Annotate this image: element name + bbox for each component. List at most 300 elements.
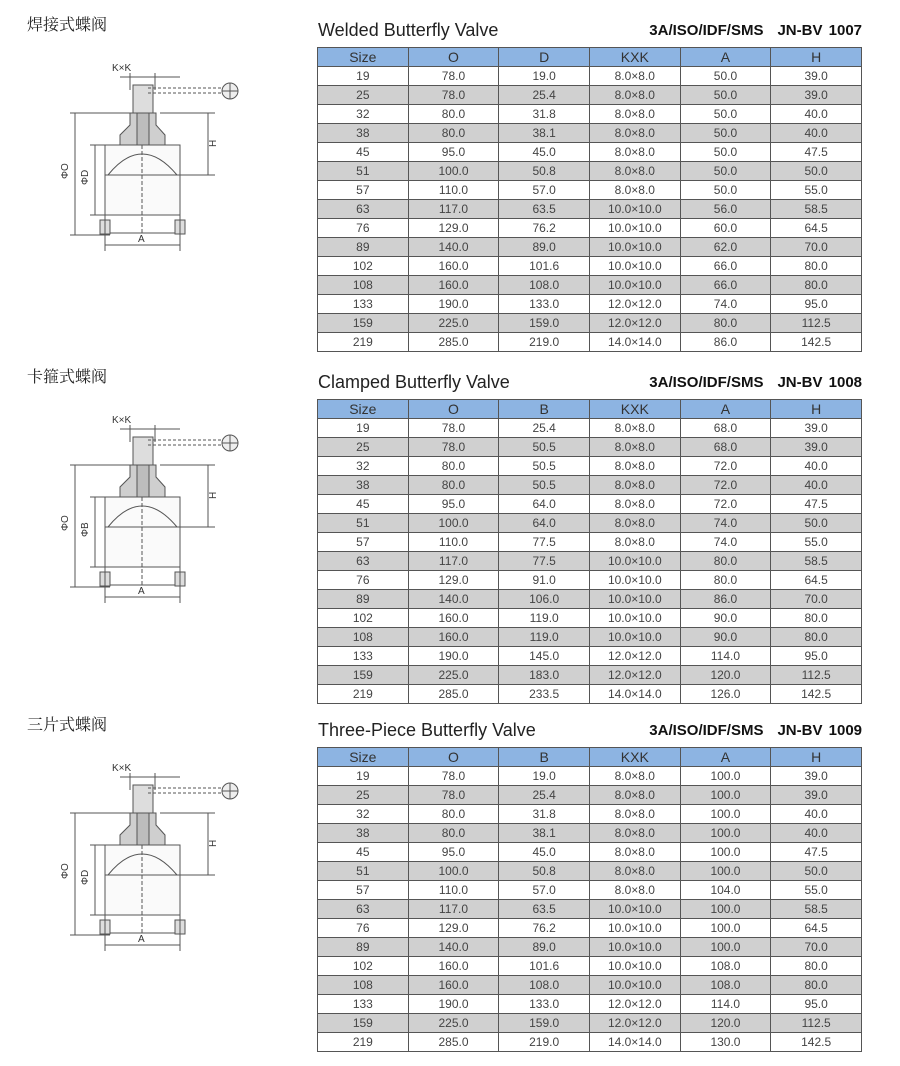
model-number: JN-BV 1007 xyxy=(777,22,862,39)
standards-label: 3A/ISO/IDF/SMS xyxy=(649,22,764,39)
table-cell: 133 xyxy=(318,647,409,666)
table-body xyxy=(318,419,862,704)
table-cell: 8.0×8.0 xyxy=(589,143,680,162)
table-cell: 80.0 xyxy=(771,957,862,976)
butterfly-valve-drawing-icon xyxy=(30,755,260,955)
spec-table xyxy=(317,747,862,1052)
table-cell: 112.5 xyxy=(771,666,862,685)
table-cell: 8.0×8.0 xyxy=(589,86,680,105)
table-cell: 57 xyxy=(318,533,409,552)
table-cell: 57 xyxy=(318,881,409,900)
valve-diagram xyxy=(30,755,260,960)
column-header: KXK xyxy=(589,400,680,419)
table-cell: 63.5 xyxy=(499,900,590,919)
table-row xyxy=(318,647,862,666)
table-cell: 80.0 xyxy=(408,824,499,843)
table-cell: 102 xyxy=(318,957,409,976)
table-cell: 50.0 xyxy=(771,514,862,533)
spec-table xyxy=(317,399,862,704)
table-cell: 160.0 xyxy=(408,609,499,628)
table-cell: 190.0 xyxy=(408,295,499,314)
table-cell: 102 xyxy=(318,609,409,628)
table-cell: 160.0 xyxy=(408,257,499,276)
table-cell: 50.0 xyxy=(680,105,771,124)
column-header: Size xyxy=(318,48,409,67)
column-header: H xyxy=(771,48,862,67)
table-cell: 108.0 xyxy=(680,976,771,995)
table-cell: 140.0 xyxy=(408,590,499,609)
table-row xyxy=(318,805,862,824)
table-cell: 32 xyxy=(318,457,409,476)
table-cell: 117.0 xyxy=(408,900,499,919)
table-cell: 101.6 xyxy=(499,257,590,276)
table-row xyxy=(318,438,862,457)
table-row xyxy=(318,824,862,843)
table-row xyxy=(318,552,862,571)
column-header: H xyxy=(771,748,862,767)
table-cell: 50.8 xyxy=(499,862,590,881)
table-cell: 142.5 xyxy=(771,1033,862,1052)
d-label: ΦD xyxy=(80,169,91,185)
table-cell: 50.0 xyxy=(680,181,771,200)
table-cell: 40.0 xyxy=(771,124,862,143)
table-cell: 19 xyxy=(318,67,409,86)
table-cell: 38 xyxy=(318,476,409,495)
table-cell: 145.0 xyxy=(499,647,590,666)
table-cell: 90.0 xyxy=(680,609,771,628)
table-header-row xyxy=(318,48,862,67)
d-label: ΦB xyxy=(80,522,91,537)
table-cell: 64.5 xyxy=(771,919,862,938)
o-label: ΦO xyxy=(60,163,71,179)
table-cell: 25 xyxy=(318,438,409,457)
table-cell: 55.0 xyxy=(771,881,862,900)
table-cell: 8.0×8.0 xyxy=(589,457,680,476)
table-cell: 63.5 xyxy=(499,200,590,219)
table-row xyxy=(318,219,862,238)
table-cell: 40.0 xyxy=(771,457,862,476)
table-cell: 70.0 xyxy=(771,590,862,609)
table-cell: 78.0 xyxy=(408,786,499,805)
table-cell: 183.0 xyxy=(499,666,590,685)
table-cell: 31.8 xyxy=(499,805,590,824)
table-cell: 72.0 xyxy=(680,495,771,514)
table-cell: 12.0×12.0 xyxy=(589,647,680,666)
table-row xyxy=(318,862,862,881)
table-cell: 8.0×8.0 xyxy=(589,862,680,881)
table-cell: 114.0 xyxy=(680,995,771,1014)
table-cell: 50.0 xyxy=(680,86,771,105)
table-cell: 159 xyxy=(318,1014,409,1033)
a-label: A xyxy=(138,586,145,597)
table-row xyxy=(318,419,862,438)
table-cell: 70.0 xyxy=(771,238,862,257)
table-cell: 63 xyxy=(318,552,409,571)
table-cell: 38.1 xyxy=(499,824,590,843)
table-cell: 129.0 xyxy=(408,919,499,938)
table-cell: 64.5 xyxy=(771,571,862,590)
table-row xyxy=(318,495,862,514)
o-label: ΦO xyxy=(60,863,71,879)
table-cell: 12.0×12.0 xyxy=(589,314,680,333)
table-cell: 50.0 xyxy=(680,67,771,86)
table-cell: 47.5 xyxy=(771,495,862,514)
table-cell: 120.0 xyxy=(680,666,771,685)
table-cell: 55.0 xyxy=(771,181,862,200)
table-cell: 50.0 xyxy=(680,124,771,143)
a-label: A xyxy=(138,934,145,945)
table-cell: 10.0×10.0 xyxy=(589,957,680,976)
table-cell: 74.0 xyxy=(680,514,771,533)
chinese-title: 焊接式蝶阀 xyxy=(27,15,108,34)
table-cell: 225.0 xyxy=(408,1014,499,1033)
table-cell: 19.0 xyxy=(499,767,590,786)
table-cell: 10.0×10.0 xyxy=(589,219,680,238)
table-cell: 51 xyxy=(318,162,409,181)
table-cell: 133.0 xyxy=(499,295,590,314)
table-cell: 100.0 xyxy=(680,805,771,824)
table-row xyxy=(318,1033,862,1052)
table-cell: 95.0 xyxy=(771,295,862,314)
table-cell: 60.0 xyxy=(680,219,771,238)
table-cell: 10.0×10.0 xyxy=(589,938,680,957)
table-row xyxy=(318,333,862,352)
table-cell: 140.0 xyxy=(408,938,499,957)
table-cell: 219 xyxy=(318,333,409,352)
table-cell: 159.0 xyxy=(499,1014,590,1033)
table-cell: 58.5 xyxy=(771,200,862,219)
table-cell: 129.0 xyxy=(408,571,499,590)
table-row xyxy=(318,919,862,938)
table-cell: 56.0 xyxy=(680,200,771,219)
table-cell: 133 xyxy=(318,995,409,1014)
column-header: Size xyxy=(318,748,409,767)
table-cell: 95.0 xyxy=(408,843,499,862)
table-cell: 285.0 xyxy=(408,685,499,704)
table-cell: 80.0 xyxy=(680,552,771,571)
table-row xyxy=(318,67,862,86)
table-cell: 78.0 xyxy=(408,67,499,86)
table-cell: 8.0×8.0 xyxy=(589,438,680,457)
table-cell: 108.0 xyxy=(499,976,590,995)
table-cell: 78.0 xyxy=(408,767,499,786)
table-cell: 8.0×8.0 xyxy=(589,767,680,786)
table-row xyxy=(318,314,862,333)
table-cell: 89.0 xyxy=(499,238,590,257)
table-cell: 10.0×10.0 xyxy=(589,976,680,995)
table-cell: 100.0 xyxy=(680,900,771,919)
table-row xyxy=(318,276,862,295)
column-header: D xyxy=(499,48,590,67)
table-cell: 78.0 xyxy=(408,86,499,105)
table-row xyxy=(318,124,862,143)
standards-model xyxy=(649,374,862,391)
chinese-title: 卡箍式蝶阀 xyxy=(27,367,108,386)
table-cell: 8.0×8.0 xyxy=(589,181,680,200)
table-cell: 100.0 xyxy=(680,862,771,881)
table-cell: 39.0 xyxy=(771,786,862,805)
h-label: H xyxy=(208,491,219,499)
table-cell: 126.0 xyxy=(680,685,771,704)
table-row xyxy=(318,976,862,995)
table-cell: 38 xyxy=(318,124,409,143)
table-row xyxy=(318,881,862,900)
column-header: KXK xyxy=(589,48,680,67)
a-label: A xyxy=(138,234,145,245)
table-cell: 39.0 xyxy=(771,86,862,105)
table-cell: 100.0 xyxy=(680,767,771,786)
table-cell: 64.0 xyxy=(499,495,590,514)
table-cell: 142.5 xyxy=(771,685,862,704)
table-cell: 8.0×8.0 xyxy=(589,533,680,552)
table-cell: 110.0 xyxy=(408,181,499,200)
h-label: H xyxy=(208,139,219,147)
column-header: B xyxy=(499,400,590,419)
table-cell: 10.0×10.0 xyxy=(589,571,680,590)
table-cell: 45 xyxy=(318,143,409,162)
table-cell: 100.0 xyxy=(680,938,771,957)
h-label: H xyxy=(208,839,219,847)
table-cell: 63 xyxy=(318,200,409,219)
table-cell: 39.0 xyxy=(771,67,862,86)
standards-model xyxy=(649,22,862,39)
column-header: A xyxy=(680,400,771,419)
model-number: JN-BV 1009 xyxy=(777,722,862,739)
table-cell: 50.5 xyxy=(499,457,590,476)
table-cell: 8.0×8.0 xyxy=(589,786,680,805)
table-row xyxy=(318,609,862,628)
table-header-row xyxy=(318,748,862,767)
table-cell: 19.0 xyxy=(499,67,590,86)
table-cell: 12.0×12.0 xyxy=(589,666,680,685)
table-cell: 66.0 xyxy=(680,257,771,276)
table-cell: 8.0×8.0 xyxy=(589,105,680,124)
table-cell: 25 xyxy=(318,786,409,805)
table-row xyxy=(318,143,862,162)
column-header: H xyxy=(771,400,862,419)
table-row xyxy=(318,590,862,609)
table-cell: 80.0 xyxy=(680,571,771,590)
kxk-label: K×K xyxy=(112,415,132,426)
table-cell: 89 xyxy=(318,590,409,609)
table-row xyxy=(318,685,862,704)
table-cell: 108 xyxy=(318,628,409,647)
table-cell: 80.0 xyxy=(408,476,499,495)
table-cell: 39.0 xyxy=(771,419,862,438)
standards-label: 3A/ISO/IDF/SMS xyxy=(649,374,764,391)
table-cell: 219.0 xyxy=(499,1033,590,1052)
model-number: JN-BV 1008 xyxy=(777,374,862,391)
table-row xyxy=(318,666,862,685)
table-cell: 100.0 xyxy=(680,824,771,843)
table-cell: 10.0×10.0 xyxy=(589,552,680,571)
table-cell: 129.0 xyxy=(408,219,499,238)
table-row xyxy=(318,533,862,552)
table-cell: 100.0 xyxy=(408,862,499,881)
table-cell: 8.0×8.0 xyxy=(589,419,680,438)
table-cell: 8.0×8.0 xyxy=(589,805,680,824)
table-cell: 219 xyxy=(318,1033,409,1052)
kxk-label: K×K xyxy=(112,763,132,774)
table-cell: 10.0×10.0 xyxy=(589,200,680,219)
table-row xyxy=(318,86,862,105)
table-cell: 117.0 xyxy=(408,552,499,571)
table-row xyxy=(318,995,862,1014)
table-cell: 285.0 xyxy=(408,1033,499,1052)
table-cell: 64.0 xyxy=(499,514,590,533)
table-cell: 110.0 xyxy=(408,533,499,552)
table-cell: 80.0 xyxy=(771,257,862,276)
table-row xyxy=(318,295,862,314)
table-cell: 8.0×8.0 xyxy=(589,67,680,86)
table-cell: 68.0 xyxy=(680,419,771,438)
table-cell: 50.0 xyxy=(680,143,771,162)
table-cell: 140.0 xyxy=(408,238,499,257)
table-cell: 68.0 xyxy=(680,438,771,457)
table-cell: 8.0×8.0 xyxy=(589,162,680,181)
table-cell: 80.0 xyxy=(771,609,862,628)
table-cell: 159 xyxy=(318,666,409,685)
table-cell: 89 xyxy=(318,238,409,257)
table-cell: 63 xyxy=(318,900,409,919)
table-cell: 8.0×8.0 xyxy=(589,843,680,862)
table-row xyxy=(318,200,862,219)
table-cell: 76 xyxy=(318,571,409,590)
table-cell: 112.5 xyxy=(771,314,862,333)
table-row xyxy=(318,162,862,181)
table-cell: 117.0 xyxy=(408,200,499,219)
table-cell: 45.0 xyxy=(499,143,590,162)
standards-label: 3A/ISO/IDF/SMS xyxy=(649,722,764,739)
table-cell: 47.5 xyxy=(771,843,862,862)
column-header: B xyxy=(499,748,590,767)
table-cell: 57 xyxy=(318,181,409,200)
table-cell: 8.0×8.0 xyxy=(589,824,680,843)
table-cell: 104.0 xyxy=(680,881,771,900)
table-cell: 12.0×12.0 xyxy=(589,1014,680,1033)
table-cell: 100.0 xyxy=(680,786,771,805)
column-header: A xyxy=(680,48,771,67)
table-cell: 50.5 xyxy=(499,438,590,457)
column-header: KXK xyxy=(589,748,680,767)
table-cell: 10.0×10.0 xyxy=(589,919,680,938)
table-cell: 95.0 xyxy=(771,995,862,1014)
table-cell: 119.0 xyxy=(499,628,590,647)
table-cell: 80.0 xyxy=(408,805,499,824)
table-row xyxy=(318,514,862,533)
table-cell: 76.2 xyxy=(499,919,590,938)
table-row xyxy=(318,628,862,647)
table-cell: 108 xyxy=(318,976,409,995)
table-cell: 12.0×12.0 xyxy=(589,995,680,1014)
table-cell: 8.0×8.0 xyxy=(589,514,680,533)
butterfly-valve-drawing-icon xyxy=(30,407,260,607)
table-row xyxy=(318,1014,862,1033)
table-cell: 8.0×8.0 xyxy=(589,476,680,495)
chinese-title: 三片式蝶阀 xyxy=(27,715,108,734)
table-cell: 130.0 xyxy=(680,1033,771,1052)
table-cell: 38 xyxy=(318,824,409,843)
table-row xyxy=(318,476,862,495)
table-cell: 76 xyxy=(318,219,409,238)
column-header: Size xyxy=(318,400,409,419)
table-cell: 225.0 xyxy=(408,666,499,685)
table-row xyxy=(318,786,862,805)
table-cell: 100.0 xyxy=(680,843,771,862)
table-cell: 25.4 xyxy=(499,86,590,105)
table-cell: 80.0 xyxy=(771,276,862,295)
table-cell: 190.0 xyxy=(408,647,499,666)
table-cell: 114.0 xyxy=(680,647,771,666)
table-cell: 100.0 xyxy=(408,162,499,181)
table-cell: 8.0×8.0 xyxy=(589,124,680,143)
column-header: O xyxy=(408,48,499,67)
table-cell: 160.0 xyxy=(408,628,499,647)
table-cell: 57.0 xyxy=(499,181,590,200)
table-cell: 14.0×14.0 xyxy=(589,1033,680,1052)
table-cell: 72.0 xyxy=(680,476,771,495)
table-cell: 51 xyxy=(318,862,409,881)
table-cell: 45 xyxy=(318,495,409,514)
column-header: O xyxy=(408,400,499,419)
table-cell: 285.0 xyxy=(408,333,499,352)
table-cell: 91.0 xyxy=(499,571,590,590)
table-cell: 120.0 xyxy=(680,1014,771,1033)
table-cell: 101.6 xyxy=(499,957,590,976)
table-cell: 45 xyxy=(318,843,409,862)
table-cell: 8.0×8.0 xyxy=(589,881,680,900)
table-cell: 70.0 xyxy=(771,938,862,957)
table-cell: 58.5 xyxy=(771,900,862,919)
table-cell: 190.0 xyxy=(408,995,499,1014)
table-cell: 159.0 xyxy=(499,314,590,333)
table-row xyxy=(318,767,862,786)
table-body xyxy=(318,67,862,352)
table-cell: 50.8 xyxy=(499,162,590,181)
table-cell: 142.5 xyxy=(771,333,862,352)
table-cell: 57.0 xyxy=(499,881,590,900)
table-cell: 133.0 xyxy=(499,995,590,1014)
table-row xyxy=(318,181,862,200)
table-cell: 159 xyxy=(318,314,409,333)
table-cell: 14.0×14.0 xyxy=(589,333,680,352)
table-cell: 32 xyxy=(318,805,409,824)
table-cell: 76 xyxy=(318,919,409,938)
table-cell: 160.0 xyxy=(408,957,499,976)
table-cell: 47.5 xyxy=(771,143,862,162)
table-cell: 74.0 xyxy=(680,295,771,314)
english-title: Clamped Butterfly Valve xyxy=(318,372,510,392)
table-cell: 38.1 xyxy=(499,124,590,143)
table-cell: 112.5 xyxy=(771,1014,862,1033)
table-cell: 25 xyxy=(318,86,409,105)
table-cell: 39.0 xyxy=(771,767,862,786)
table-cell: 40.0 xyxy=(771,476,862,495)
table-cell: 45.0 xyxy=(499,843,590,862)
table-cell: 62.0 xyxy=(680,238,771,257)
table-cell: 50.0 xyxy=(771,162,862,181)
table-cell: 10.0×10.0 xyxy=(589,900,680,919)
table-cell: 80.0 xyxy=(771,628,862,647)
table-cell: 233.5 xyxy=(499,685,590,704)
table-cell: 50.5 xyxy=(499,476,590,495)
table-row xyxy=(318,900,862,919)
table-cell: 8.0×8.0 xyxy=(589,495,680,514)
table-cell: 89 xyxy=(318,938,409,957)
table-cell: 72.0 xyxy=(680,457,771,476)
english-title: Three-Piece Butterfly Valve xyxy=(318,720,536,740)
table-cell: 55.0 xyxy=(771,533,862,552)
